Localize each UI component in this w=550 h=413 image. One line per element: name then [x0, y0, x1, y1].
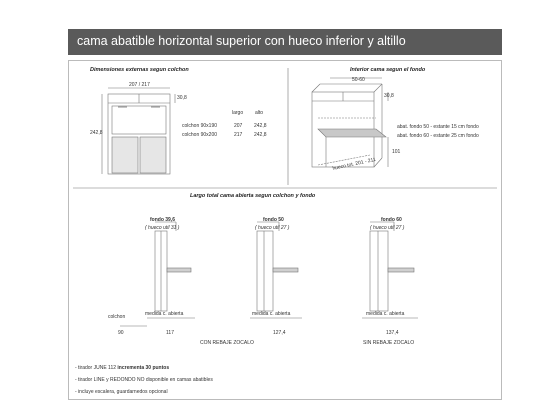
group-label: CON REBAJE ZOCALO [200, 340, 254, 346]
bottom-section-title: Largo total cama abierta segun colchon y fondo [190, 193, 316, 199]
row-largo: 207 [234, 123, 243, 129]
side-section-fondo-60 [362, 222, 418, 318]
right-top-height-label: 30,8 [384, 93, 394, 99]
footnote: - incluye escalera, guardarnedos opcional [75, 389, 168, 395]
measure-value: 127,4 [273, 330, 286, 336]
interior-length-label: hueco tot. 201 - 211 [332, 156, 377, 172]
variant-fondo: fondo 50 [263, 217, 284, 223]
front-elevation-drawing [102, 88, 175, 174]
footnote-bold: incrementa 30 puntos [117, 365, 170, 371]
interior-perspective-drawing [312, 78, 388, 167]
variant-fondo: fondo 39,6 [150, 217, 176, 223]
top-height-label: 30,8 [177, 95, 187, 101]
variant-hueco: ( hueco util 31 ) [145, 225, 180, 231]
alto-header: alto [255, 110, 264, 116]
row-label: colchon 90x200 [182, 132, 218, 138]
row-alto: 242,8 [254, 123, 267, 129]
right-panel-title: Interior cama segun el fondo [350, 67, 426, 73]
measure-label: medida c. abierta [145, 311, 184, 317]
footnote: - tirador LINE y REDONDO NO disponible en camas abatibles [75, 377, 213, 383]
footnote-prefix: - tirador JUNE 112 [75, 365, 118, 371]
row-label: colchon 90x190 [182, 123, 218, 129]
note-item: abat. fondo 60 - estante 25 cm fondo [397, 133, 479, 139]
variant-hueco: ( hueco util 27 ) [255, 225, 290, 231]
width-range-label: 207 / 217 [129, 82, 150, 88]
side-section-fondo-50 [250, 222, 302, 318]
side-height-label: 101 [392, 149, 401, 155]
measure-label: medida c. abierta [252, 311, 291, 317]
row-largo: 217 [234, 132, 243, 138]
row-alto: 242,8 [254, 132, 267, 138]
note-item: abat. fondo 50 - estante 15 cm fondo [397, 124, 479, 130]
measure-value: 117 [166, 330, 174, 336]
total-height-label: 242,8 [90, 130, 103, 136]
group-label: SIN REBAJE ZOCALO [363, 340, 415, 346]
colchon-label: colchon [108, 314, 126, 320]
variant-hueco: ( hueco util 27 ) [370, 225, 405, 231]
left-panel-title: Dimensiones externas segun colchon [90, 67, 189, 73]
colchon-value: 90 [118, 330, 124, 336]
measure-label: medida c. abierta [366, 311, 405, 317]
page-title: cama abatible horizontal superior con hueco inferior y altillo [77, 34, 406, 48]
largo-header: largo [232, 110, 244, 116]
measure-value: 137,4 [386, 330, 399, 336]
depth-label: 50-60 [352, 77, 365, 83]
variant-fondo: fondo 60 [381, 217, 402, 223]
footnote [75, 365, 169, 371]
